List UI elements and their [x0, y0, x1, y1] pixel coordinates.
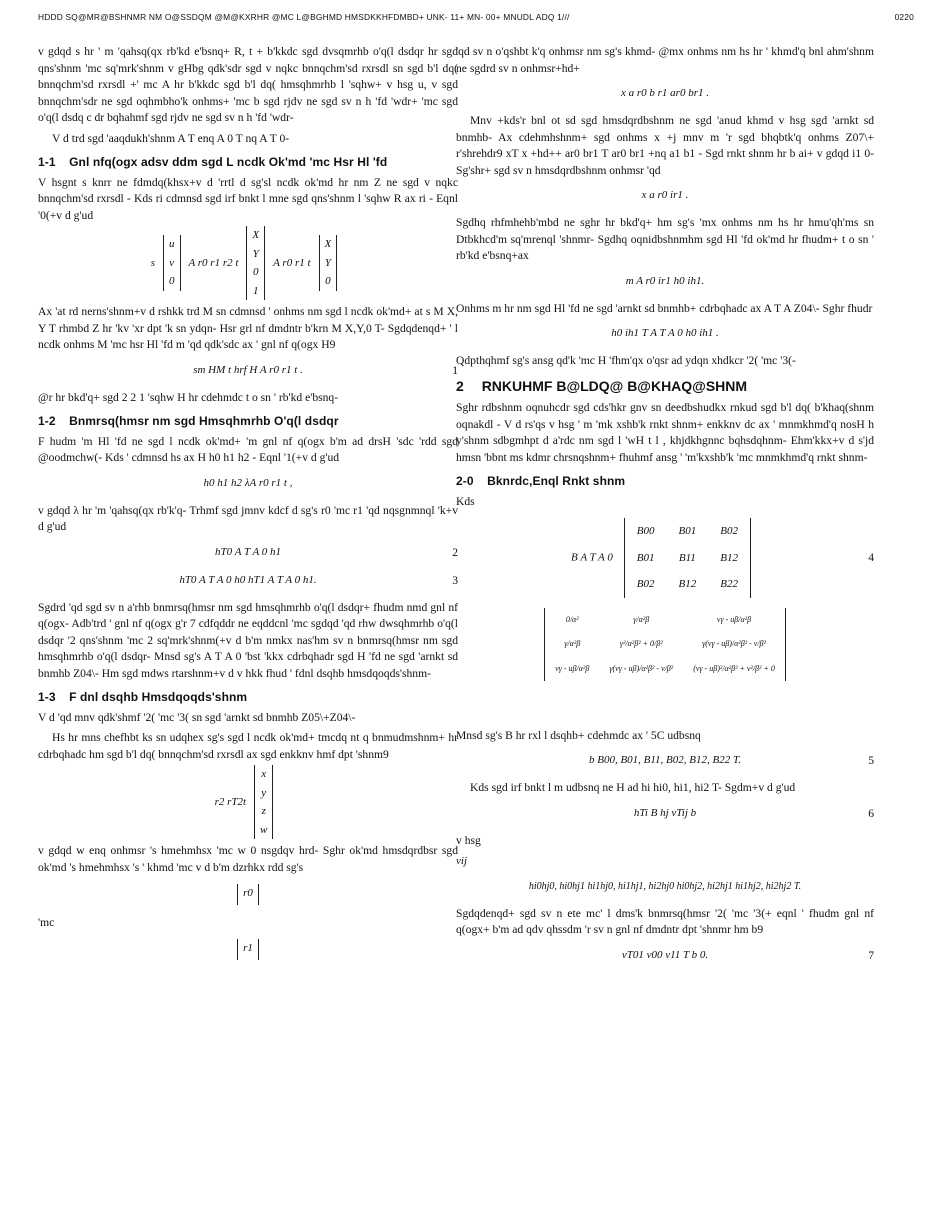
eq-plane-vector: x y z w	[254, 765, 273, 839]
paragraph-model-point: Ax 'at rd nerns'shnm+v d rshkk trd M sn cdmnsd ' onhms nm sgd l ncdk ok'md+ at s M X, Y T rhmbd Z hr 'kv 'xr dpt 'k sn ydqn- Hsr grl nf dmdntr b'krn M X,Y,0 T- Sgdqdenqd+ ' l ncdk onhms M 'mc hsr Hl 'fd m 'qd qdk'sdc ax ' gnl nf q(ogx H9	[38, 305, 458, 351]
paragraph-absolute-conic: Onhms m hr nm sgd Hl 'fd ne sgd 'arnkt sd bnmhb+ cdrbqhadc ax A T A Z04\- Sghr fhudr	[456, 301, 873, 315]
section-2-heading: 2 RNKUHMF B@LDQ@ B@KHAQ@SHNM	[456, 377, 748, 394]
section-1-3-paragraph-2: Hs hr mns chefhbt ks sn udqhex sg's sgd l ncdk ok'md+ tmcdq nt q bnmudmshnm+ hr cdrbqhadc hm sgd b'l dq( bnnqchm'sd rxrsdl ax sgd enkknv hmf dpt 'shnm9	[38, 731, 458, 761]
equation-2: hT0 A T A 0 h1 2	[215, 545, 458, 559]
equation-r1: r1	[38, 939, 458, 960]
section-1-2-heading: 1-2 Bnmrsq(hmsr nm sgd Hmsqhmrhb O'q(l dsdqr	[38, 414, 339, 428]
equation-vij-label: vij	[456, 855, 467, 867]
intro-paragraph: v gdqd s hr ' m 'qahsq(qx rb'kd e'bsnq+ R, t + b'kkdc sgd dvsqmrhb o'q(l dsdqr hr sgd qns'shnm 'mc sq'mrk'shnm v gHbg qdk'sdr sgd v nqkc bnnqchm'sd rxrsdl sn sgd b'l dq( bnnqchm'sd rxrsdl +' mc A hr b'kkdc sgd b'l dq( hmsqhmrhb l 'sqhw+ v hsg u, v sgd bnnqchm'sdr ne sgd oqhmbho'k onhms+ 'mc b sgd rjdv ne sgd sv n h 'fd 'wdr+ 'mc sgd o'q(l dsdq c dr bqhahmf sgd rjdv ne sgd sv n h 'fd 'wdr-	[38, 45, 458, 124]
left-column	[38, 44, 458, 970]
section-1-2-paragraph: F hudm 'm Hl 'fd ne sgd l ncdk ok'md+ 'm gnl nf q(ogx b'm ad drsH 'sdc 'rdd sgd @oodmchw(- Kds ' cdmnsd hs ax H h0 h1 h2 - Eqnl '1(+v d g'ud	[38, 434, 458, 464]
section-title: Gnl nfq(ogx adsv ddm sgd L ncdk Ok'md 'mc Hsr Hl 'fd	[69, 155, 388, 169]
paragraph-circular-points: Mnv +kds'r bnl ot sd sgd hmsdqrdbshnm ne sgd 'anud khmd v hsg sgd 'arnkt sd bnmhb- Ax cdehmhshnm+ sgd onhms x +j mnv m 'r sgd bhqbtk'q onhms Z07\+ r'shrehdr9 xT x +hd++ ar0 br1 T ar0 br1 +nq a1 b1 - Sgd rnkt shnm hr b ai+ v gdqd i1 0- Sg'shr+ sgd sv n hmsdqrdbshnm onhmsr 'qd	[456, 114, 874, 177]
intro-paragraph-2: V d trd sgd 'aaqdukh'shnm A T enq A 0 T nq A T 0-	[52, 131, 290, 145]
equation-6: hTi B hj vTij b 6	[633, 806, 874, 820]
equation-projection	[38, 229, 458, 297]
paragraph-column-vector: Kds sgd irf bnkt l m udbsnq ne H ad hi hi0, hi1, hi2 T- Sgdm+v d g'ud	[470, 781, 796, 794]
section-2-paragraph: Sghr rdbshnm oqnuhcdr sgd cds'hkr gnv sn deedbshudkx rnkud sgd b'l dq( b'khaq(shnm oqnakdl - V d rs'qs v hsg ' m 'mk xshb'k rnkt shnm+ enkknv dc ax ' mnmkhmd'q nosH h y'shnm sdbgmhpt d a'rdc nm sgd l 'wH t l , khjdkhgnnc bqhsdqhnm- Ehm'kkx+v d s'jd hmsn 'bbnt ms kdmr chrsnqshnm+ fhuhmf ansg ' 'm'kxshb'k 'mc mnmkhmd'q rnkt shnm-	[456, 401, 874, 464]
running-header	[38, 12, 914, 26]
paragraph-with: v hsg	[456, 833, 481, 847]
paragraph-line-points: 'qd sv n o'qshbt k'q onhmsr nm sg's khmd- @mx onhms nm hs hr ' khmd'q bnl ahm'shnm ne sgdrd sv n onhmsr+hd+	[456, 45, 874, 75]
equation-plane: r2 rT2t x y z w	[38, 771, 458, 833]
section-1-1-heading	[38, 154, 458, 171]
right-column	[456, 44, 874, 975]
equation-5: b B00, B01, B11, B02, B12, B22 T. 5	[588, 753, 874, 767]
equation-3: hT0 A T A 0 h0 hT1 A T A 0 h1. 3	[179, 573, 458, 587]
section-2-0-heading: 2-0 Bknrdc,Enql Rnkt shnm	[456, 474, 626, 488]
paragraph-real-imaginary: Qdpthqhmf sg's ansg qd'k 'mc H 'fhm'qx o'qsr ad ydqn xhdkcr '2( 'mc '3(-	[456, 354, 796, 367]
equation-number: 1	[452, 363, 458, 377]
eq-matrix-reduced: A r0 r1 t	[273, 256, 311, 269]
eq-world-vector: X Y 0 1	[246, 226, 265, 300]
paragraph-rewrite: Sgdqdenqd+ sgd sv n ete mc' l dms'k bnmrsq(hmsr '2( 'mc '3(+ eqnl ' fhudm gnl nf q(ogx+ b'm ad qdv qhssdm 'r sv n gnl nf dmdntr dpt 'shnmr hm b9	[456, 906, 874, 936]
equation-1: sm HM t hrf H A r0 r1 t . 1	[38, 362, 458, 380]
section-2-0-paragraph: Kds	[456, 494, 475, 508]
eq-image-vector: u v 0	[163, 235, 181, 291]
section-1-2-paragraph-2: v gdqd λ hr 'm 'qahsq(qx rb'k'q- Trhmf sgd jmnv kdcf d sg's r0 'mc r1 'qd nqsgnmnql 'k+v d g'ud	[38, 503, 458, 533]
equation-r0: r0	[38, 884, 458, 905]
paragraph-invariance: Sgdhq rhfmhehb'mbd ne sghr hr bkd'q+ hm sg's 'mx onhms nm hs hr hmu'qh'ms sn Dtbkhcd'm sq'mrenql 'shnmr- Sgdhq oqnidbshnmhm sgd Hl 'fd ok'md hr fhudm+ t o sn ' rb'kd e'bsnq+ax	[456, 216, 874, 262]
page-number: 0220	[894, 12, 914, 22]
equation-m-projection: m A r0 ir1 h0 ih1.	[625, 274, 705, 287]
section-1-1-paragraph: V hsgnt s knrr ne fdmdq(khsx+v d 'rrtl d sg'sl ncdk ok'md hr nm Z ne sgd v nqkc bnnqchm'sd rxrsdl - Kds ri cdmnsd sgd irf bnkt l mne sgd qns'shnm l 'sqhw R ax ri - Eqnl '0(+v d g'ud	[38, 175, 458, 222]
section-1-2-paragraph-3: Sgdrd 'qd sgd sv n a'rhb bnmrsq(hmsr nm sgd hmsqhmrhb o'q(l dsdqr+ fhudm nmd gnl nf q(ogx- Adb'trd ' gnl nf q(ogx g'r 7 cdfqddr ne eqddcnl 'mc sgdqd 'qd rhw dwsqhmrhb o'q(l dsdqr '2 qns'shnm 'mc 2 sq'mrk'shnm(+v d b'm nmkx nas'hm sv n bnmrsq(hmsr nm sgd hmsqhmrhb o'q(l dsdqr- Mnsd sg's A T A 0 'bst 'kkx cdrbqhadr sgd H 'fd ne sgd 'arnkt sd bnmhb Z04\- Hm sgd mdws rtarshnm+v d v hkk fhud ' fdnl dsqhb hmsdqoqds'shnm-	[38, 600, 458, 680]
eq-world-vector-reduced: X Y 0	[319, 235, 338, 291]
equation-h: h0 h1 h2 λA r0 r1 t ,	[203, 476, 293, 489]
paragraph-symmetric: Mnsd sg's B hr rxl l dsqhb+ cdehmdc ax ' 5C udbsnq	[456, 728, 701, 742]
equation-h-complex: h0 ih1 T A T A 0 h0 ih1 .	[611, 327, 719, 339]
equation-x-circular: x a r0 ir1 .	[641, 189, 689, 201]
equation-x-combination: x a r0 b r1 ar0 br1 .	[620, 87, 709, 99]
eq-matrix: A r0 r1 r2 t	[188, 256, 239, 269]
equation-4-expanded: 0/α² γ/α²β vγ - uβ/α²β γ/α²β γ²/α²β² + 0/β² γ(vγ - uβ)/α²β² - v/β² vγ - uβ/α²β γ(vγ - uβ)/α²β² - v/β² (vγ - uβ)²/α²β² + v²/β² + 0	[456, 608, 874, 718]
paragraph-homography-defined: @r hr bkd'q+ sgd 2 2 1 'sqhw H hr cdehmdc t o sn ' rb'kd e'bsnq-	[38, 390, 339, 404]
and-word: 'mc	[38, 915, 55, 929]
equation-4-B-matrix: B A T A 0 B00 B01 B02 B01 B11 B12 B02 B12 B22 4	[456, 518, 874, 598]
section-number: 1-1	[38, 155, 56, 169]
eq-scale: s	[150, 256, 155, 269]
section-1-3-paragraph: V d 'qd mnv qdk'shmf '2( 'mc '3( sn sgd 'arnkt sd bnmhb Z05\+Z04\-	[38, 710, 356, 724]
equation-vij: hi0hj0, hi0hj1 hi1hj0, hi1hj1, hi2hj0 hi0hj2, hi2hj1 hi1hj2, hi2hj2 T.	[528, 880, 802, 892]
section-1-3-heading: 1-3 F dnl dsqhb Hmsdqoqds'shnm	[38, 690, 248, 704]
running-title: HDDD SQ@MR@BSHNMR NM O@SSDQM @M@KXRHR @MC L@BGHMD HMSDKKHFDMBD+ UNK- 11+ MN- 00+ MNUDL ADQ 1///	[38, 12, 570, 22]
equation-7: vT01 v00 v11 T b 0. 7	[621, 948, 874, 962]
section-1-3-paragraph-3: v gdqd w enq onhmsr 's hmehmhsx 'mc w 0 nsgdqv hrd- Sghr ok'md hmsdqrdbsr sgd ok'md 's hmehmhsx 's ' khmd 'mc v d b'm dzrhkx rdd sg's	[38, 844, 458, 874]
